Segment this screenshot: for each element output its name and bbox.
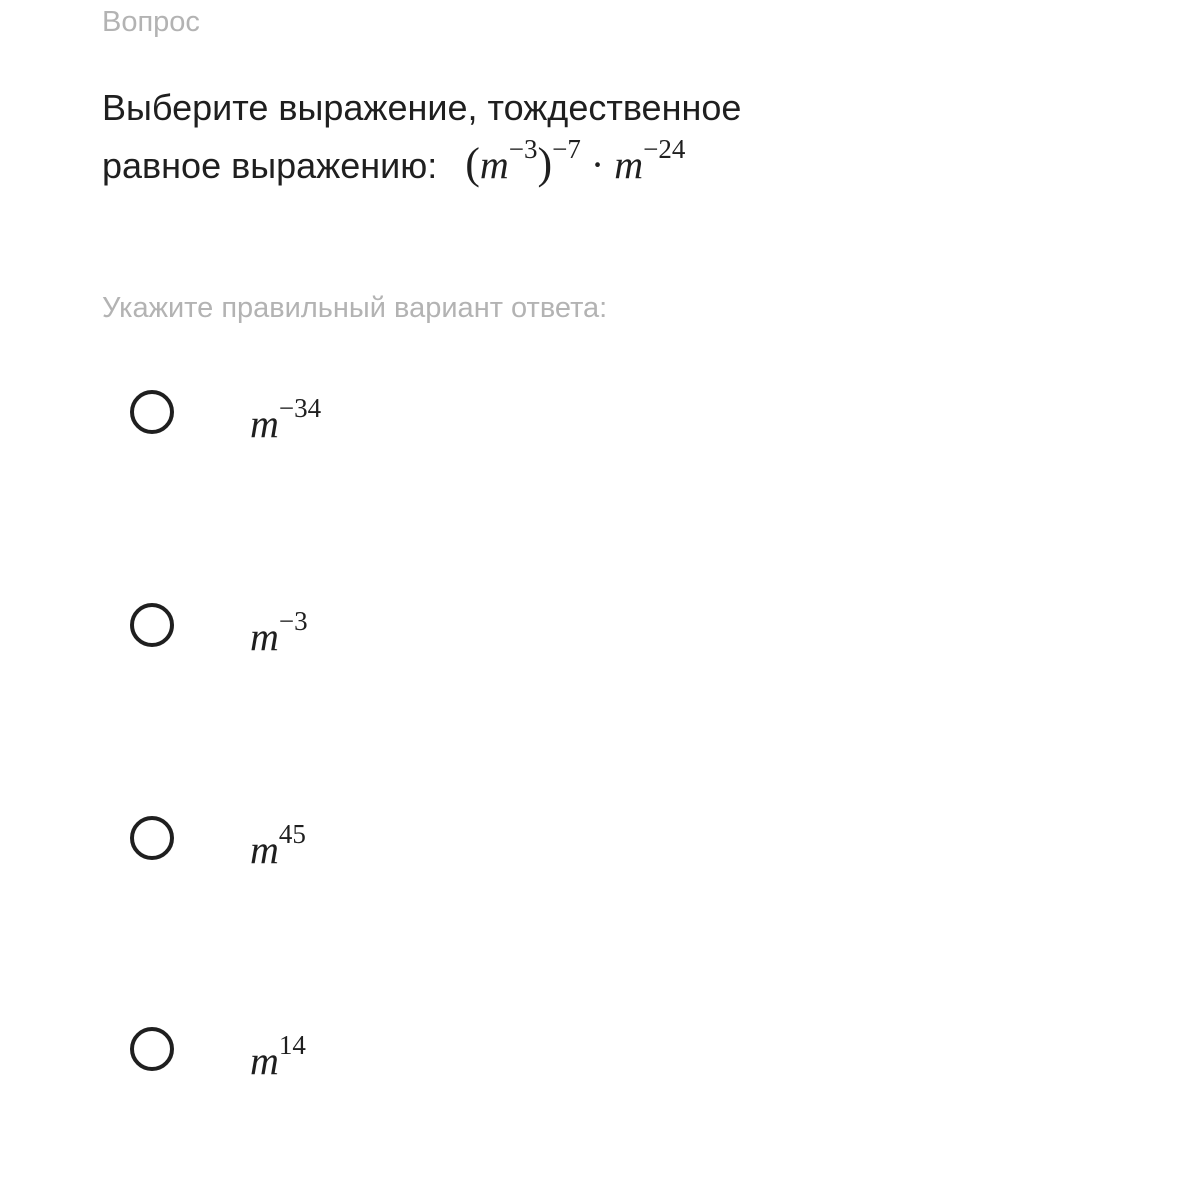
radio-button[interactable] — [130, 603, 174, 647]
option-expression: $m^{14}$ — [250, 1030, 306, 1083]
radio-button[interactable] — [130, 1027, 174, 1071]
answer-hint: Укажите правильный вариант ответа: — [102, 292, 608, 324]
question-text — [102, 80, 1002, 194]
answer-option-2[interactable] — [130, 603, 1030, 683]
answer-option-4[interactable] — [130, 1027, 1030, 1107]
radio-button[interactable] — [130, 390, 174, 434]
answer-option-3[interactable] — [130, 816, 1030, 896]
question-expression: $(m^{-3})^{-7} \cdot m^{-24}$ — [465, 134, 686, 188]
expression-outer-exp: −7 — [552, 134, 581, 164]
expression-base1: m — [479, 142, 509, 187]
expression-exp1: −3 — [508, 134, 538, 164]
expression-exp2: −24 — [643, 134, 686, 164]
option-expression: $m^{-34}$ — [250, 393, 322, 446]
expression-operator: · — [590, 142, 605, 187]
answer-option-1[interactable] — [130, 390, 1030, 470]
radio-button[interactable] — [130, 816, 174, 860]
expression-base2: m — [614, 142, 644, 187]
option-expression: $m^{45}$ — [250, 819, 306, 872]
question-text-line2: равное выражению: — [102, 145, 438, 186]
question-label: Вопрос — [102, 6, 200, 38]
question-text-line1: Выберите выражение, тождественное — [102, 87, 742, 128]
option-expression: $m^{-3}$ — [250, 606, 308, 659]
